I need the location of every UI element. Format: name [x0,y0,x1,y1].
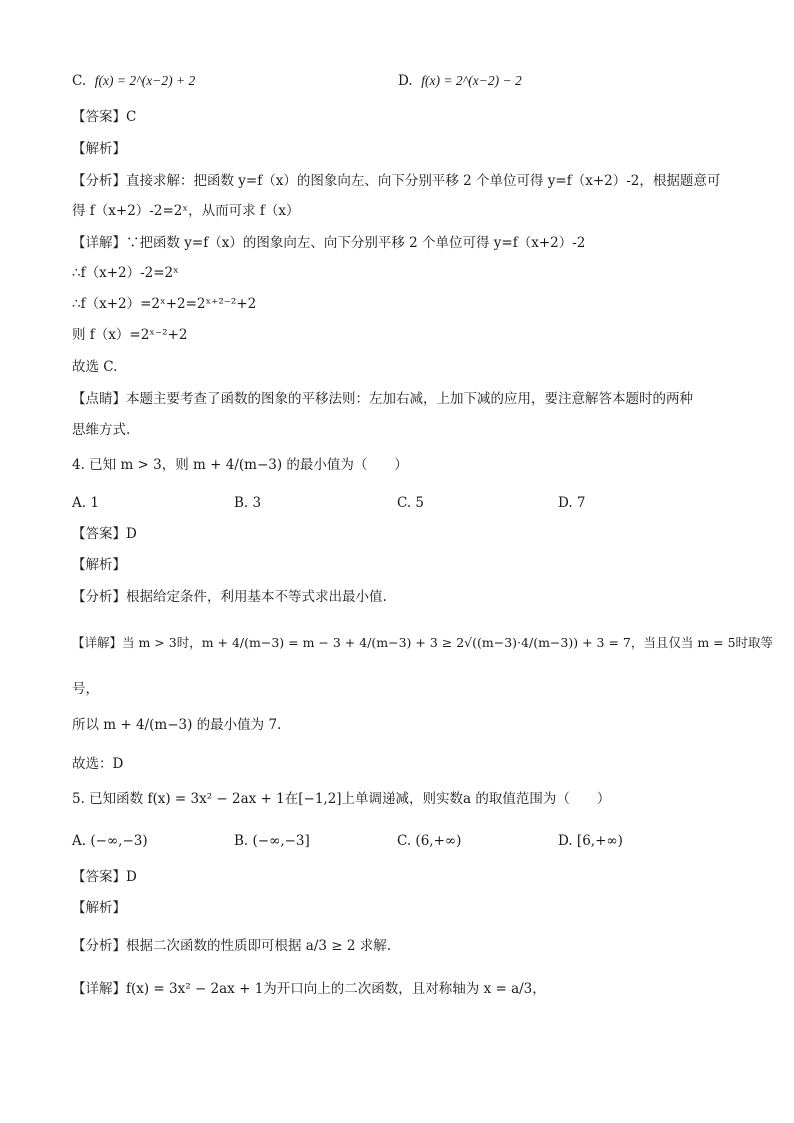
q4-option-c: C. 5 [397,495,425,511]
q4-stem: 4. 已知 m > 3，则 m + 4/(m−3) 的最小值为（ ） [72,457,408,473]
q3-option-c-expr: f(x) = 2^(x−2) + 2 [94,73,196,88]
q5-stem: 5. 已知函数 f(x) = 3x² − 2ax + 1在[−1,2]上单调递减，则实数a 的取值范围为（ ） [72,791,611,807]
q3-dianjing-line2: 思维方式. [72,422,131,438]
q4-answer: 【答案】D [72,526,137,542]
q3-dianjing-line1: 【点睛】本题主要考查了函数的图象的平移法则：左加右减，上加下减的应用，要注意解答本题时的两种 [72,391,693,407]
q4-xiangjie: 【详解】当 m > 3时，m + 4/(m−3) = m − 3 + 4/(m−3) + 3 ≥ 2√((m−3)·4/(m−3)) + 3 = 7，当且仅当 m = 5时取等 [72,635,774,650]
q3-option-c: C. f(x) = 2^(x−2) + 2 [72,73,196,89]
q5-option-c: C. (6,+∞) [397,833,462,849]
q4-option-b: B. 3 [234,495,262,511]
q3-fenxi-line1: 【分析】直接求解：把函数 y=f（x）的图象向左、向下分别平移 2 个单位可得 y=f（x+2）-2，根据题意可 [72,173,721,189]
q5-xiangjie: 【详解】f(x) = 3x² − 2ax + 1为开口向上的二次函数，且对称轴为 x = a/3， [72,981,546,997]
q4-conclusion: 所以 m + 4/(m−3) 的最小值为 7. [72,717,282,733]
q4-fenxi: 【分析】根据给定条件，利用基本不等式求出最小值. [72,589,387,605]
q3-jiexi: 【解析】 [72,141,126,157]
q4-guxuan: 故选：D [72,756,124,772]
q5-answer: 【答案】D [72,869,137,885]
q4-option-a: A. 1 [72,495,99,511]
q3-fenxi-line2: 得 f（x+2）-2=2ˣ，从而可求 f（x） [72,203,300,219]
q5-option-d: D. [6,+∞) [558,833,623,849]
q3-step1: ∴f（x+2）-2=2ˣ [72,265,179,281]
q5-jiexi: 【解析】 [72,900,126,916]
q4-xiangjie-cont: 号， [72,681,99,697]
q3-xiangjie: 【详解】∵把函数 y=f（x）的图象向左、向下分别平移 2 个单位可得 y=f（x+2）-2 [72,235,586,251]
q5-option-a: A. (−∞,−3) [72,833,148,849]
q3-guxuan: 故选 C. [72,359,118,375]
q4-option-d: D. 7 [558,495,586,511]
q3-option-d-expr: f(x) = 2^(x−2) − 2 [421,73,522,88]
q3-answer: 【答案】C [72,109,137,125]
q5-fenxi: 【分析】根据二次函数的性质即可根据 a/3 ≥ 2 求解. [72,938,392,954]
q3-step2: ∴f（x+2）=2ˣ+2=2ˣ⁺²⁻²+2 [72,296,257,312]
q4-jiexi: 【解析】 [72,557,126,573]
q3-step3: 则 f（x）=2ˣ⁻²+2 [72,327,188,343]
q5-option-b: B. (−∞,−3] [234,833,310,849]
q3-option-d: D. f(x) = 2^(x−2) − 2 [398,73,522,89]
